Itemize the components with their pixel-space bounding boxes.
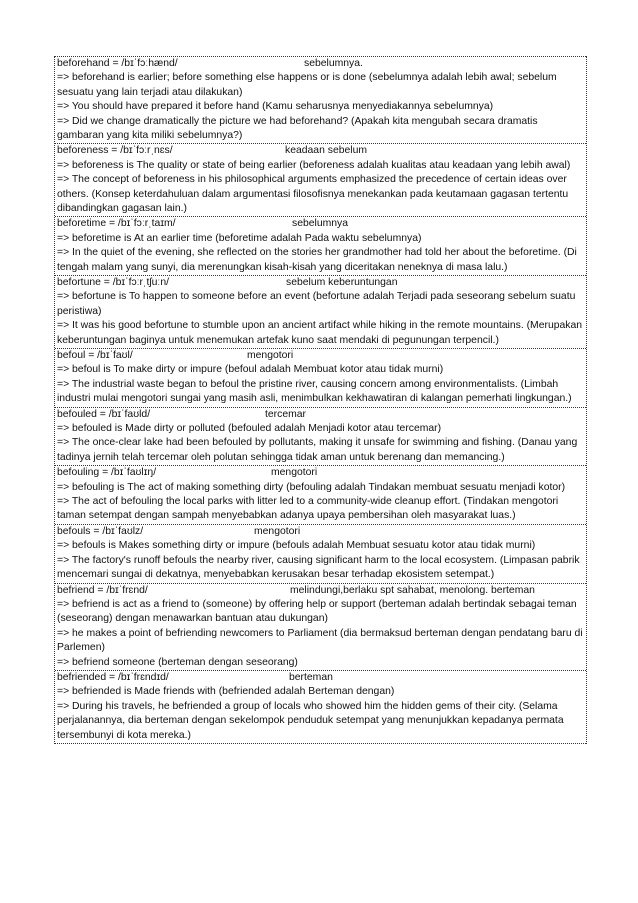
vocab-entry bbox=[55, 670, 586, 744]
meaning: sebelumnya bbox=[292, 218, 349, 230]
vocabulary-list bbox=[54, 56, 587, 744]
example-line: => It was his good befortune to stumble upon an ancient artifact while hiking in the remote mountains. (Merupakan keberuntungan baginya untuk menemukan artefak kuno saat mendaki di pegunungan terpencil.) bbox=[57, 320, 583, 346]
example-line: => In the quiet of the evening, she reflected on the stories her grandmother had told her about the beforetime. (Di tengah malam yang sunyi, dia merenungkan kisah-kisah yang diceritakan neneknya di masa lalu.) bbox=[57, 247, 577, 273]
entry-header bbox=[57, 584, 585, 598]
entry-header bbox=[57, 408, 585, 422]
vocab-entry bbox=[55, 275, 586, 348]
headword: befouling = /bɪˈfaʊlɪŋ/ bbox=[57, 467, 157, 479]
headword: befouled = /bɪˈfaʊld/ bbox=[57, 408, 151, 420]
example-line: => The industrial waste began to befoul the pristine river, causing concern among environmentalists. (Limbah industri mulai mengotori sungai yang masih asli, menimbulkan kekhawatiran di kalangan pemerhati lingkungan.) bbox=[57, 378, 572, 405]
meaning: mengotori bbox=[271, 467, 318, 479]
example-line: => Did we change dramatically the picture we had beforehand? (Apakah kita mengubah secara dramatis gambaran yang kita miliki sebelumnya?) bbox=[57, 115, 538, 142]
headword: befriended = /bɪˈfrɛndɪd/ bbox=[57, 671, 169, 683]
vocab-entry bbox=[55, 583, 586, 670]
headword: befortune = /bɪˈfɔːrˌtʃuːn/ bbox=[57, 277, 169, 289]
meaning: mengotori bbox=[254, 525, 301, 537]
example-line: => The once-clear lake had been befouled by pollutants, making it unsafe for swimming and fishing. (Danau yang tadinya jernih telah tercemar oleh polutan sehingga tidak aman untuk berenang dan memancing.) bbox=[57, 437, 578, 463]
entry-header bbox=[57, 57, 585, 71]
vocab-entry bbox=[55, 407, 586, 466]
meaning: berteman bbox=[289, 671, 333, 683]
vocab-entry bbox=[55, 143, 586, 216]
example-line: => befouled is Made dirty or polluted (befouled adalah Menjadi kotor atau tercemar) bbox=[57, 423, 442, 435]
entry-header bbox=[57, 525, 585, 539]
entry-header bbox=[57, 144, 585, 158]
entry-header bbox=[57, 671, 585, 685]
headword: beforeness = /bɪˈfɔːrˌnɛs/ bbox=[57, 145, 173, 157]
vocab-entry bbox=[55, 216, 586, 275]
headword: befouls = /bɪˈfaʊlz/ bbox=[57, 525, 144, 537]
meaning: melindungi,berlaku spt sahabat, menolong. berteman bbox=[290, 584, 535, 596]
example-line: => befoul is To make dirty or impure (befoul adalah Membuat kotor atau tidak murni) bbox=[57, 364, 444, 376]
meaning: sebelum keberuntungan bbox=[286, 277, 398, 289]
example-line: => The act of befouling the local parks with litter led to a community-wide cleanup effort. (Tindakan mengotori taman setempat dengan sampah menyebabkan adanya upaya pembersihan oleh masyarakat luas.) bbox=[57, 496, 559, 522]
headword: befriend = /bɪˈfrɛnd/ bbox=[57, 584, 148, 596]
vocab-entry bbox=[55, 348, 586, 407]
example-line: => beforeness is The quality or state of being earlier (beforeness adalah kualitas atau keadaan yang lebih awal) bbox=[57, 159, 571, 171]
entry-header bbox=[57, 217, 585, 231]
meaning: sebelumnya. bbox=[304, 58, 363, 69]
entry-header bbox=[57, 466, 585, 480]
headword: befoul = /bɪˈfaʊl/ bbox=[57, 350, 133, 362]
example-line: => The concept of beforeness in his philosophical arguments emphasized the precedence of certain ideas over others. (Konsep keterdahuluan dalam argumentasi filosofisnya menekankan pada keutamaan gagasan tertentu dibandingkan gagasan lain.) bbox=[57, 174, 569, 215]
example-line: => he makes a point of befriending newcomers to Parliament (dia bermaksud berteman dengan pendatang baru di Parlemen) bbox=[57, 627, 583, 654]
meaning: tercemar bbox=[265, 408, 306, 420]
example-line: => befortune is To happen to someone before an event (befortune adalah Terjadi pada seseorang sebelum suatu peristiwa) bbox=[57, 291, 576, 317]
vocab-entry bbox=[55, 524, 586, 583]
example-line: => You should have prepared it before hand (Kamu seharusnya menyediakannya sebelumnya) bbox=[57, 101, 494, 113]
entry-header bbox=[57, 276, 585, 290]
example-line: => beforetime is At an earlier time (beforetime adalah Pada waktu sebelumnya) bbox=[57, 232, 422, 244]
vocab-entry bbox=[55, 56, 586, 143]
entry-header bbox=[57, 349, 585, 363]
example-line: => beforehand is earlier; before something else happens or is done (sebelumnya adalah lebih awal; sebelum sesuatu yang lain terjadi atau dilakukan) bbox=[57, 72, 557, 98]
example-line: => befriended is Made friends with (befriended adalah Berteman dengan) bbox=[57, 686, 395, 698]
vocab-entry bbox=[55, 465, 586, 524]
example-line: => befouling is The act of making something dirty (befouling adalah Tindakan membuat sesuatu menjadi kotor) bbox=[57, 481, 566, 493]
meaning: keadaan sebelum bbox=[285, 145, 368, 157]
example-line: => During his travels, he befriended a group of locals who showed him the hidden gems of their city. (Selama perjalanannya, dia berteman dengan sekelompok penduduk setempat yang menunjukkan kepadanya permata tersembunyi di kota mereka.) bbox=[57, 700, 564, 741]
headword: beforetime = /bɪˈfɔːrˌtaɪm/ bbox=[57, 218, 176, 230]
example-line: => The factory's runoff befouls the nearby river, causing significant harm to the local ecosystem. (Limpasan pabrik mencemari sungai di dekatnya, menyebabkan kerusakan besar terhadap ekosistem setempat.) bbox=[57, 554, 580, 581]
headword: beforehand = /bɪˈfɔːhænd/ bbox=[57, 58, 178, 69]
meaning: mengotori bbox=[247, 350, 294, 362]
example-line: => befouls is Makes something dirty or impure (befouls adalah Membuat sesuatu kotor atau tidak murni) bbox=[57, 540, 536, 552]
example-line: => befriend someone (berteman dengan seseorang) bbox=[57, 656, 298, 668]
example-line: => befriend is act as a friend to (someone) by offering help or support (berteman adalah bertindak sebagai teman (seseorang) dengan menawarkan bantuan atau dukungan) bbox=[57, 598, 577, 625]
